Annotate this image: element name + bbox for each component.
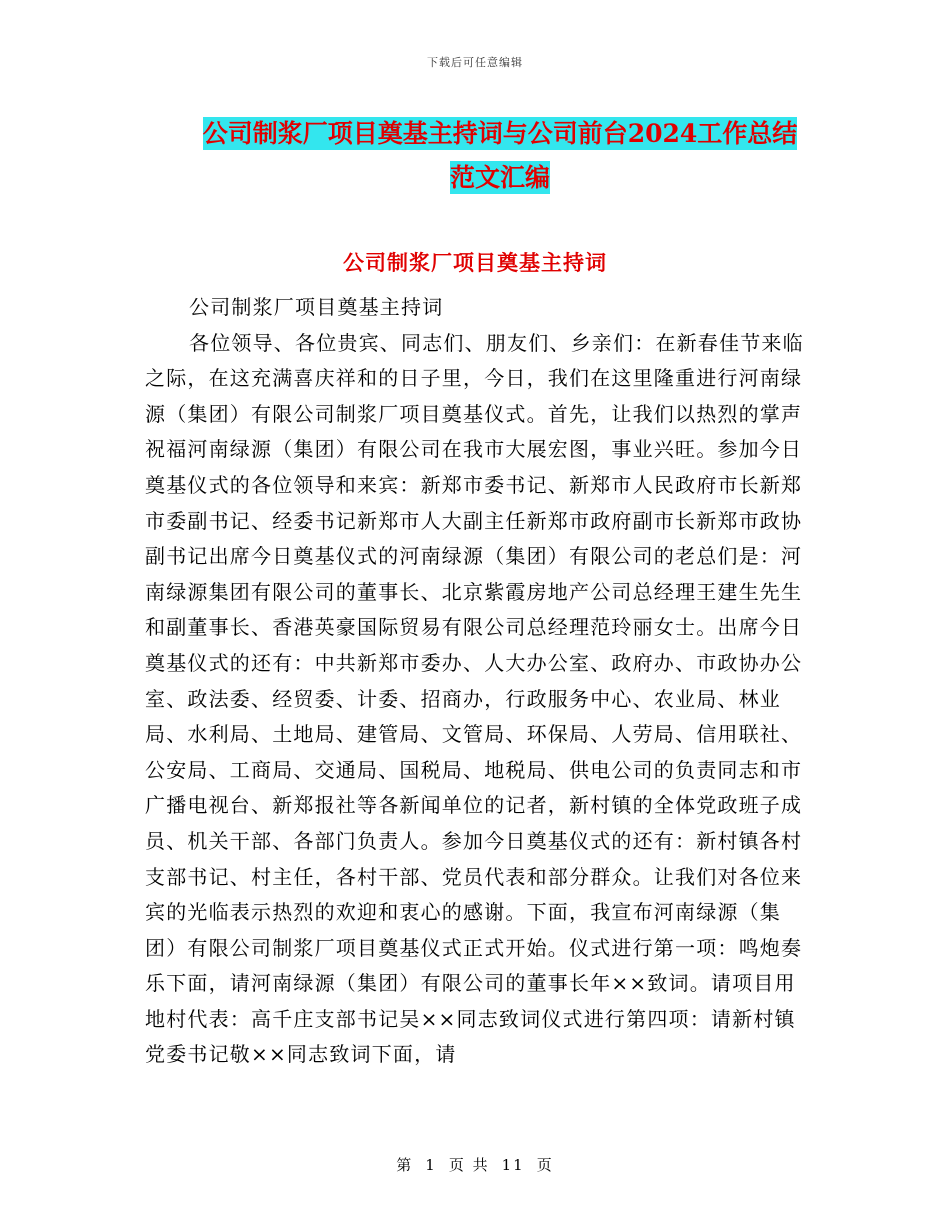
paragraph-subtitle: 公司制浆厂项目奠基主持词 <box>189 295 444 319</box>
document-body <box>145 290 805 1073</box>
document-title <box>100 112 900 200</box>
paragraph-main: 各位领导、各位贵宾、同志们、朋友们、乡亲们：在新春佳节来临之际，在这充满喜庆祥和的日子里，今日，我们在这里隆重进行河南绿源（集团）有限公司制浆厂项目奠基仪式。首先，让我们以热烈的掌声祝福河南绿源（集团）有限公司在我市大展宏图，事业兴旺。参加今日奠基仪式的各位领导和来宾：新郑市委书记、新郑市人民政府市长新郑市委副书记、经委书记新郑市人大副主任新郑市政府副市长新郑市政协副书记出席今日奠基仪式的河南绿源（集团）有限公司的老总们是：河南绿源集团有限公司的董事长、北京紫霞房地产公司总经理王建生先生和副董事长、香港英豪国际贸易有限公司总经理范玲丽女士。出席今日奠基仪式的还有：中共新郑市委办、人大办公室、政府办、市政协办公室、政法委、经贸委、计委、招商办，行政服务中心、农业局、林业局、水利局、土地局、建管局、文管局、环保局、人劳局、信用联社、公安局、工商局、交通局、国税局、地税局、供电公司的负责同志和市广播电视台、新郑报社等各新闻单位的记者，新村镇的全体党政班子成员、机关干部、各部门负责人。参加今日奠基仪式的还有：新村镇各村支部书记、村主任，各村干部、党员代表和部分群众。让我们对各位来宾的光临表示热烈的欢迎和衷心的感谢。下面，我宣布河南绿源（集团）有限公司制浆厂项目奠基仪式正式开始。仪式进行第一项：鸣炮奏乐下面，请河南绿源（集团）有限公司的董事长年××致词。请项目用地村代表：高千庄支部书记吴××同志致词仪式进行第四项：请新村镇党委书记敬××同志致词下面，请 <box>145 330 804 1067</box>
footer-middle: 页 共 <box>448 1156 490 1174</box>
section-title: 公司制浆厂项目奠基主持词 <box>343 250 607 275</box>
page-header-note: 下载后可任意编辑 <box>427 56 523 69</box>
footer-page-number: 1 <box>425 1156 437 1174</box>
footer-total-pages: 11 <box>501 1156 525 1174</box>
footer-suffix: 页 <box>536 1156 554 1174</box>
footer-prefix: 第 <box>396 1156 414 1174</box>
document-title-line1: 公司制浆厂项目奠基主持词与公司前台2024工作总结 <box>202 119 798 148</box>
document-title-line2: 范文汇编 <box>449 163 550 192</box>
page-footer <box>0 1154 950 1175</box>
